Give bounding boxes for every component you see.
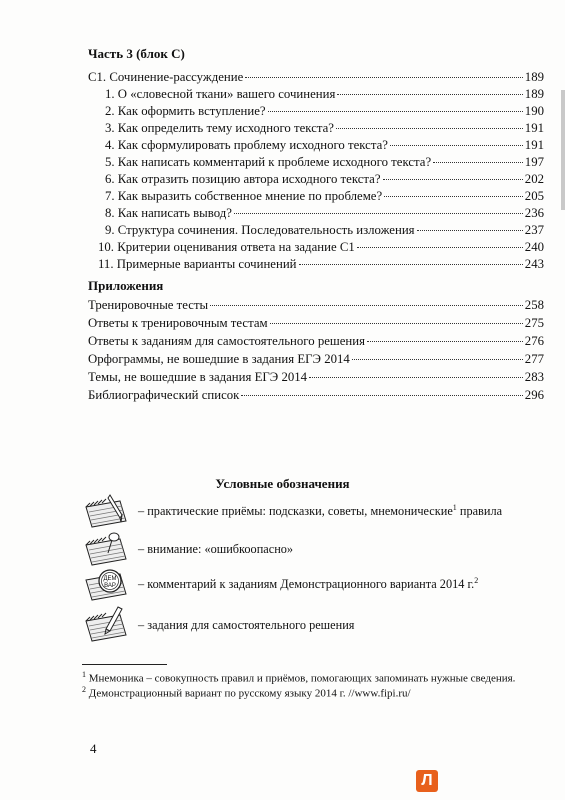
toc-page: 258 bbox=[524, 298, 544, 312]
toc-row-11[interactable] bbox=[98, 257, 544, 272]
toc-page: 236 bbox=[524, 206, 544, 220]
toc-label: Библиографический список bbox=[88, 388, 240, 402]
legend-text: – внимание: «ошибкоопасно» bbox=[138, 541, 294, 556]
legend-item-tips bbox=[80, 490, 502, 532]
toc-page: 205 bbox=[524, 189, 544, 203]
footnote-2: $^2$ Демонстрационный вариант по русскому языку 2014 г. //www.fipi.ru/ bbox=[82, 685, 411, 700]
leader-dots bbox=[245, 77, 523, 78]
toc-row-9[interactable] bbox=[105, 223, 544, 238]
toc-label: 6. Как отразить позицию автора исходного текста? bbox=[105, 172, 381, 186]
dem-var-stamp-icon bbox=[80, 564, 132, 604]
toc-page: 243 bbox=[524, 257, 544, 271]
legend-text: – комментарий к заданиям Демонстрационного варианта 2014 г.$^2$ bbox=[138, 575, 479, 592]
toc-label: Тренировочные тесты bbox=[88, 298, 209, 312]
toc-row-3[interactable] bbox=[105, 121, 544, 136]
leader-dots bbox=[390, 145, 523, 146]
toc-label: 11. Примерные варианты сочинений bbox=[98, 257, 297, 271]
leader-dots bbox=[234, 213, 523, 214]
scan-edge-mark bbox=[561, 90, 565, 210]
toc-label: 7. Как выразить собственное мнение по проблеме? bbox=[105, 189, 383, 203]
toc-page: 237 bbox=[524, 223, 544, 237]
notepad-pen-icon bbox=[80, 605, 132, 645]
toc-row-self-answers[interactable] bbox=[88, 334, 544, 349]
legend-text: – практические приёмы: подсказки, советы, мнемонические$^1$ правила bbox=[138, 502, 503, 519]
appendix-heading: Приложения bbox=[88, 278, 164, 293]
toc-row-test-answers[interactable] bbox=[88, 316, 544, 331]
toc-row-bibliography[interactable] bbox=[88, 388, 544, 403]
leader-dots bbox=[299, 264, 523, 265]
toc-page: 191 bbox=[524, 121, 544, 135]
toc-label: С1. Сочинение-рассуждение bbox=[88, 70, 244, 84]
leader-dots bbox=[352, 359, 523, 360]
labirint-logo-icon: Л bbox=[416, 770, 438, 792]
toc-row-1[interactable] bbox=[105, 87, 544, 102]
toc-page: 275 bbox=[524, 316, 544, 330]
toc-row-10[interactable] bbox=[98, 240, 544, 255]
leader-dots bbox=[270, 323, 523, 324]
toc-page: 240 bbox=[524, 240, 544, 254]
toc-row-c1[interactable] bbox=[88, 70, 544, 85]
svg-text:ДЕМ: ДЕМ bbox=[103, 576, 117, 582]
leader-dots bbox=[241, 395, 522, 396]
leader-dots bbox=[357, 247, 523, 248]
toc-page: 277 bbox=[524, 352, 544, 366]
leader-dots bbox=[433, 162, 523, 163]
toc-label: Орфограммы, не вошедшие в задания ЕГЭ 2014 bbox=[88, 352, 350, 366]
toc-label: 9. Структура сочинения. Последовательность изложения bbox=[105, 223, 415, 237]
toc-row-orthograms[interactable] bbox=[88, 352, 544, 367]
toc-label: 5. Как написать комментарий к проблеме исходного текста? bbox=[105, 155, 432, 169]
toc-page: 197 bbox=[524, 155, 544, 169]
toc-page: 296 bbox=[524, 388, 544, 402]
toc-page: 283 bbox=[524, 370, 544, 384]
svg-text:ВАР: ВАР bbox=[104, 583, 116, 589]
toc-label: 3. Как определить тему исходного текста? bbox=[105, 121, 334, 135]
toc-row-8[interactable] bbox=[105, 206, 544, 221]
toc-page: 189 bbox=[524, 87, 544, 101]
legend-title: Условные обозначения bbox=[215, 476, 350, 491]
legend-item-self-tasks bbox=[80, 604, 354, 646]
notepad-pencil-icon bbox=[80, 491, 132, 531]
legend-item-demo bbox=[80, 563, 478, 605]
toc-row-6[interactable] bbox=[105, 172, 544, 187]
legend-text: – задания для самостоятельного решения bbox=[138, 617, 355, 632]
toc-page: 190 bbox=[524, 104, 544, 118]
toc-label: 10. Критерии оценивания ответа на задание С1 bbox=[98, 240, 355, 254]
toc-label: Ответы к тренировочным тестам bbox=[88, 316, 268, 330]
toc-label: 1. О «словесной ткани» вашего сочинения bbox=[105, 87, 336, 101]
toc-label: 2. Как оформить вступление? bbox=[105, 104, 266, 118]
leader-dots bbox=[367, 341, 523, 342]
leader-dots bbox=[268, 111, 523, 112]
toc-page: 189 bbox=[524, 70, 544, 84]
leader-dots bbox=[336, 128, 523, 129]
leader-dots bbox=[417, 230, 523, 231]
toc-row-7[interactable] bbox=[105, 189, 544, 204]
page-number: 4 bbox=[90, 741, 97, 756]
toc-label: Ответы к заданиям для самостоятельного решения bbox=[88, 334, 366, 348]
toc-label: Темы, не вошедшие в задания ЕГЭ 2014 bbox=[88, 370, 308, 384]
footnote-1: $^1$ Мнемоника – совокупность правил и приёмов, помогающих запоминать нужные сведения. bbox=[82, 670, 516, 685]
leader-dots bbox=[337, 94, 522, 95]
leader-dots bbox=[384, 196, 523, 197]
toc-row-2[interactable] bbox=[105, 104, 544, 119]
part3-heading: Часть 3 (блок С) bbox=[88, 46, 185, 61]
leader-dots bbox=[309, 377, 523, 378]
toc-label: 4. Как сформулировать проблему исходного текста? bbox=[105, 138, 388, 152]
leader-dots bbox=[383, 179, 523, 180]
footnote-divider bbox=[82, 664, 167, 665]
toc-label: 8. Как написать вывод? bbox=[105, 206, 232, 220]
toc-row-tests[interactable] bbox=[88, 298, 544, 313]
toc-row-4[interactable] bbox=[105, 138, 544, 153]
leader-dots bbox=[210, 305, 523, 306]
toc-row-5[interactable] bbox=[105, 155, 544, 170]
toc-page: 276 bbox=[524, 334, 544, 348]
toc-page: 202 bbox=[524, 172, 544, 186]
toc-row-topics[interactable] bbox=[88, 370, 544, 385]
toc-page: 191 bbox=[524, 138, 544, 152]
